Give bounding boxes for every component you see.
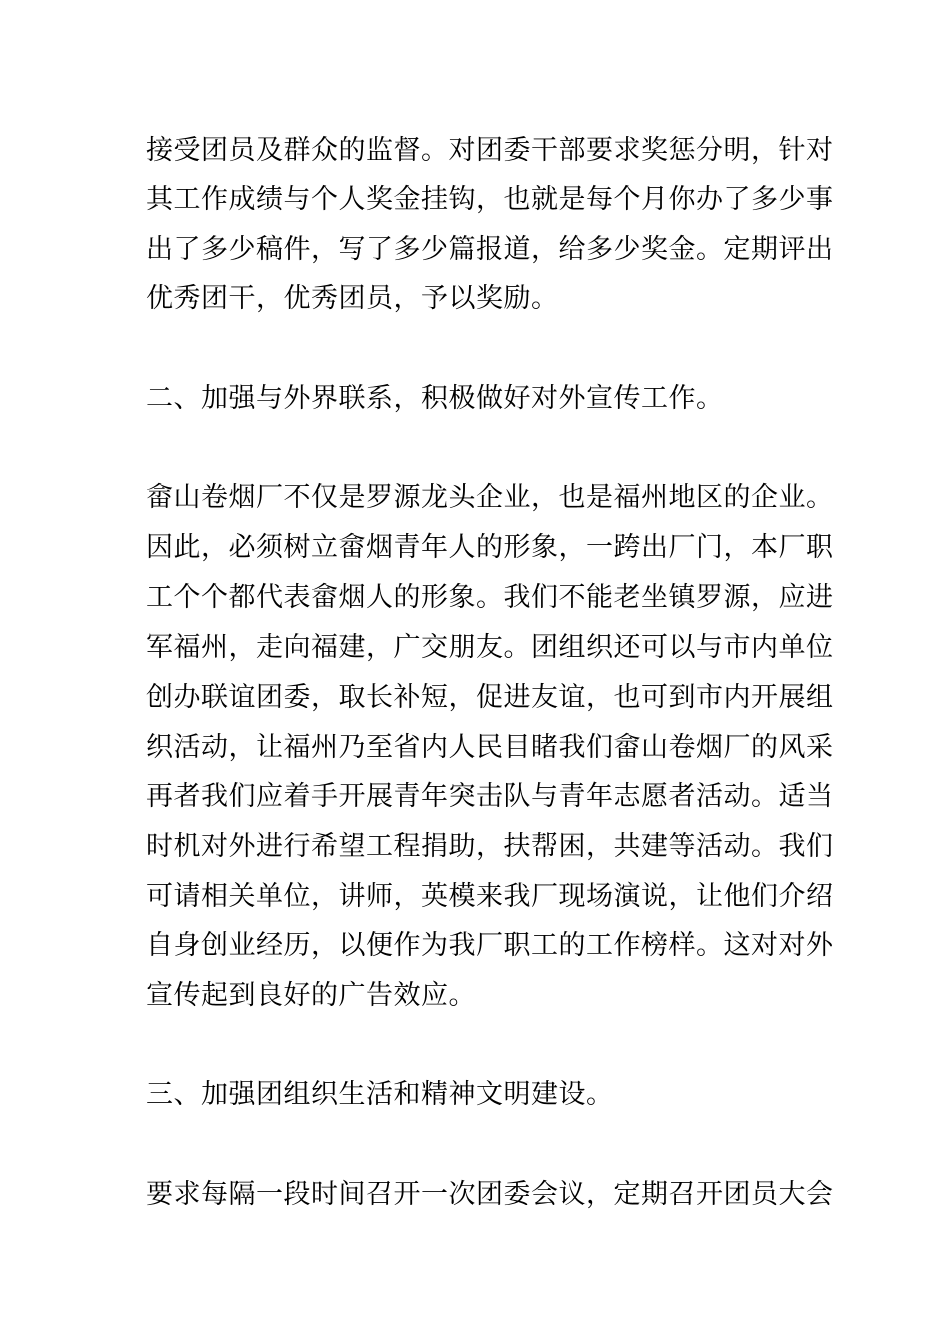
text-line: 织活动，让福州乃至省内人民目睹我们畲山卷烟厂的风采 [146,732,834,763]
section-heading-3: 三、加强团组织生活和精神文明建设。 [146,1079,614,1110]
text-line: 其工作成绩与个人奖金挂钩，也就是每个月你办了多少事 [146,184,834,215]
text-line: 创办联谊团委，取长补短，促进友谊，也可到市内开展组 [146,682,834,713]
text-line: 出了多少稿件，写了多少篇报道，给多少奖金。定期评出 [146,234,834,265]
text-line: 优秀团干，优秀团员，予以奖励。 [146,283,559,314]
text-line: 再者我们应着手开展青年突击队与青年志愿者活动。适当 [146,781,834,812]
text-line: 自身创业经历，以便作为我厂职工的工作榜样。这对对外 [146,930,834,961]
text-line: 宣传起到良好的广告效应。 [146,980,476,1011]
text-line: 因此，必须树立畲烟青年人的形象，一跨出厂门，本厂职 [146,532,834,563]
text-line: 要求每隔一段时间召开一次团委会议，定期召开团员大会 [146,1179,834,1210]
text-line: 畲山卷烟厂不仅是罗源龙头企业，也是福州地区的企业。 [146,482,834,513]
text-line: 时机对外进行希望工程捐助，扶帮困，共建等活动。我们 [146,831,834,862]
text-line: 可请相关单位，讲师，英模来我厂现场演说，让他们介绍 [146,881,834,912]
text-line: 接受团员及群众的监督。对团委干部要求奖惩分明，针对 [146,135,834,166]
section-heading-2: 二、加强与外界联系，积极做好对外宣传工作。 [146,383,724,414]
text-line: 工个个都代表畲烟人的形象。我们不能老坐镇罗源，应进 [146,582,834,613]
text-line: 军福州，走向福建，广交朋友。团组织还可以与市内单位 [146,632,834,663]
